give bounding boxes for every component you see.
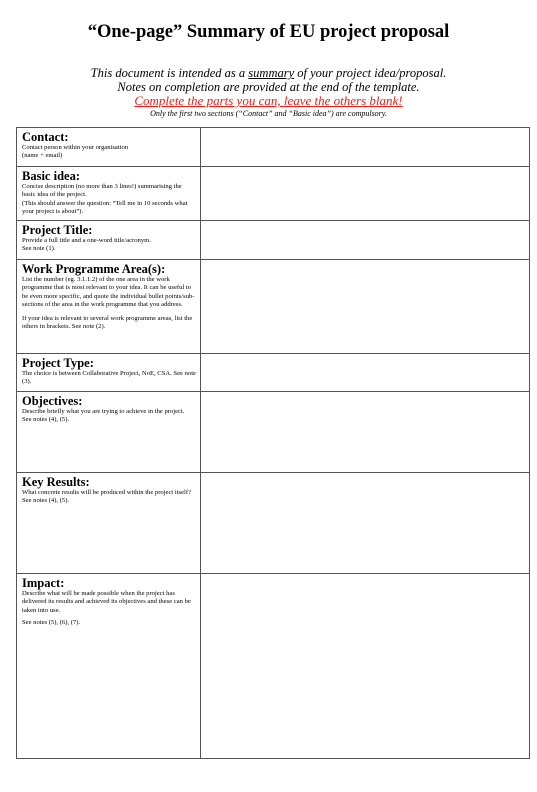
desc-line: Concise description (no more than 3 lines!) summarising the basic idea of the project.	[22, 183, 182, 199]
project-type-input-cell[interactable]	[201, 354, 530, 392]
section-desc	[22, 183, 196, 216]
section-label: Work Programme Area(s):	[22, 262, 166, 276]
desc-line: (name + email)	[22, 152, 63, 160]
desc-line: See notes (5), (6), (7).	[22, 618, 81, 626]
section-label: Contact:	[22, 130, 69, 144]
section-desc	[22, 276, 196, 332]
desc-line: What concrete results will be produced within the project itself?	[22, 489, 191, 496]
form-row-work-programme	[17, 260, 530, 354]
section-label: Objectives:	[22, 394, 83, 408]
section-label: Basic idea:	[22, 169, 80, 183]
intro-block	[0, 66, 537, 119]
summary-emphasis: summary	[248, 66, 295, 80]
contact-label-cell	[17, 128, 201, 167]
section-desc	[22, 408, 196, 425]
key-results-label-cell	[17, 473, 201, 574]
work-programme-label-cell	[17, 260, 201, 354]
intro-line-2: Notes on completion are provided at the end of the template.	[117, 80, 420, 94]
section-desc	[22, 590, 196, 627]
objectives-label-cell	[17, 392, 201, 473]
intro-line-1	[0, 66, 537, 80]
section-label: Project Type:	[22, 356, 94, 370]
desc-line: Describe briefly what you are trying to achieve in the project.	[22, 408, 185, 415]
section-label: Project Title:	[22, 223, 93, 237]
form-row-project-title	[17, 221, 530, 260]
form-row-basic-idea	[17, 167, 530, 221]
desc-line: (This should answer the question: “Tell me in 10 seconds what your project is about”).	[22, 199, 188, 215]
form-row-key-results	[17, 473, 530, 574]
form-row-impact	[17, 574, 530, 759]
desc-line: List the number (eg. 3.1.1.2) of the one area in the work programme that is most relevant to your idea. It can be useful to be even more specific, and quote the individual bullet points/sub-sections of the area in the work programme that you address.	[22, 276, 195, 308]
impact-label-cell	[17, 574, 201, 759]
desc-line: See notes (4), (5).	[22, 497, 70, 505]
basic-idea-label-cell	[17, 167, 201, 221]
desc-line: Describe what will be made possible when the project has delivered its results and achieved its objectives and these can be taken into use.	[22, 590, 191, 614]
section-desc	[22, 489, 196, 506]
page-title: “One-page” Summary of EU project proposal	[87, 22, 450, 42]
desc-line: Contact person within your organisation	[22, 144, 129, 151]
form-row-project-type	[17, 354, 530, 392]
intro-compulsory-note: Only the first two sections (“Contact” and “Basic idea”) are compulsory.	[150, 109, 387, 118]
section-desc	[22, 237, 196, 254]
section-label: Impact:	[22, 576, 65, 590]
desc-line: The choice is between Collaborative Project, NoE, CSA. See note (3).	[22, 370, 196, 386]
project-type-label-cell	[17, 354, 201, 392]
basic-idea-input-cell[interactable]	[201, 167, 530, 221]
project-title-input-cell[interactable]	[201, 221, 530, 260]
desc-line: Provide a full title and a one-word title/acronym.	[22, 237, 151, 244]
desc-line: See note (1).	[22, 245, 56, 253]
section-desc	[22, 370, 196, 387]
desc-line: See notes (4), (5).	[22, 416, 70, 424]
objectives-input-cell[interactable]	[201, 392, 530, 473]
key-results-input-cell[interactable]	[201, 473, 530, 574]
form-row-contact	[17, 128, 530, 167]
section-label: Key Results:	[22, 475, 90, 489]
intro-warning: Complete the parts you can, leave the others blank!	[134, 93, 403, 108]
section-desc	[22, 144, 196, 161]
intro-line-1-post: of your project idea/proposal.	[294, 66, 447, 80]
proposal-form-table	[16, 127, 530, 759]
intro-line-1-pre: This document is intended as a	[90, 66, 249, 80]
work-programme-input-cell[interactable]	[201, 260, 530, 354]
project-title-label-cell	[17, 221, 201, 260]
desc-line: If your idea is relevant to several work programme areas, list the others in brackets. See note (2).	[22, 315, 193, 331]
impact-input-cell[interactable]	[201, 574, 530, 759]
contact-input-cell[interactable]	[201, 128, 530, 167]
form-row-objectives	[17, 392, 530, 473]
